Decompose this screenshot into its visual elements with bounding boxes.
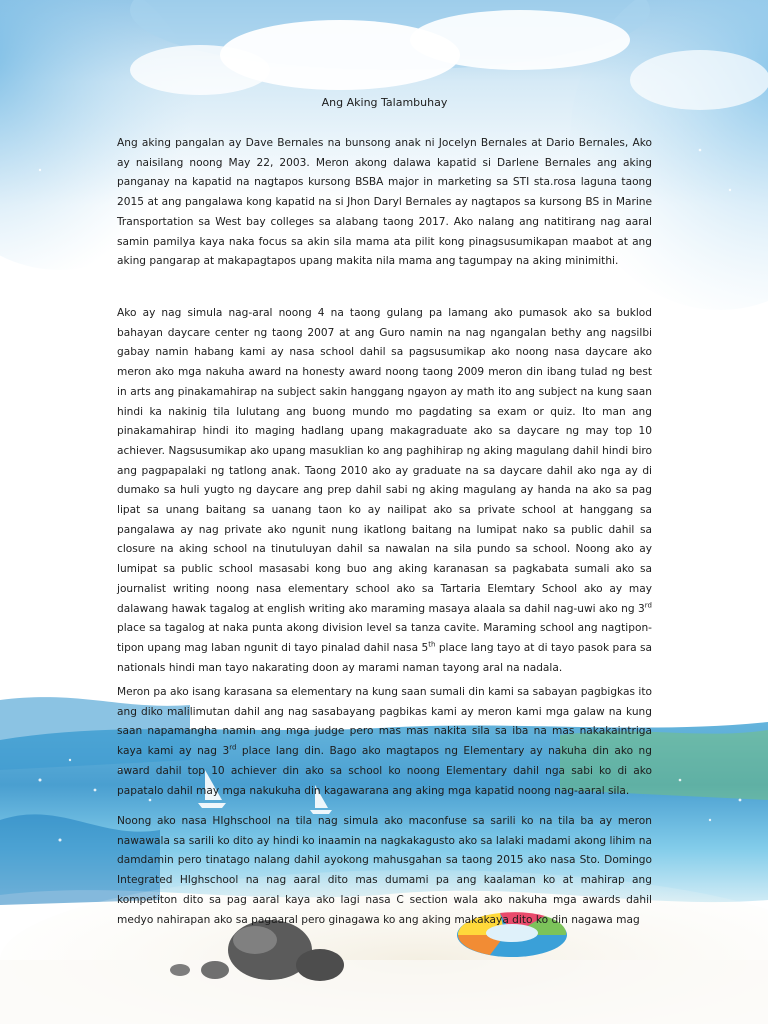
paragraph-3-text-b: place lang din. Bago ako magtapos ng Elementary ay nakuha din ako ng award dahil top 10 achiever din ako sa school ko noong Elementary dahil nga sabi ko di ako papatalo dahil may mga nakukuha din kagawarana ang aking mga kapatid noong nag-aaral sila. <box>117 745 652 797</box>
paragraph-3-text-a: Meron pa ako isang karasana sa elementary na kung saan sumali din kami sa sabayan pagbigkas ito ang diko malilimutan dahil ang nag sasabayang pagbikas kami ay meron kami mga galaw na kung saan napamangha namin ang mga judge pero mas mas nakita sila sa iba na mas nakakaintriga kaya kami ay nag 3 <box>117 686 652 758</box>
paragraph-3 <box>117 683 652 801</box>
paragraph-2 <box>117 304 652 678</box>
paragraph-2-text-b: place sa tagalog at naka punta akong division level sa tanza cavite. Maraming school ang nagtipon-tipon upang mag laban ngunit di tayo pinalad dahil nasa 5 <box>117 622 652 654</box>
paragraph-2-text-c: place lang tayo at di tayo pasok para sa nationals hindi man tayo nakarating doon ay marami naman tayong aral na nadala. <box>117 641 652 674</box>
paragraph-4: Noong ako nasa HIghschool na tila nag simula ako maconfuse sa sarili ko na tila ba ay meron nawawala sa sarili ko dito ay hindi ko inaamin na nagkakagusto ako sa lalaki madami akong lihim na damdamin pero tinatago nalang dahil ayokong mahusgahan sa taong 2015 ako nasa Sto. Domingo Integrated HIghschool na nag aaral dito mas dumami pa ang kaalaman ko at mahirap ang kompetiton dito sa pag aaral kaya ako lagi nasa C section wala ako nakuha mga awards dahil medyo nahirapan ako sa pagaaral pero ginagawa ko ang aking makakaya dito ko din nagawa mag <box>117 815 652 926</box>
paragraph-3-superscript: rd <box>229 743 237 752</box>
paragraph-2-text-a: Ako ay nag simula nag-aral noong 4 na taong gulang pa lamang ako pumasok ako sa buklod bahayan daycare center ng taong 2007 at ang Guro namin na nag ngangalan bethy ang nagsilbi gabay namin habang kami ay nasa school dahil sa pagsusumikap ako noong nasa daycare ako meron ako mga nakuha award na honesty award noong taong 2009 meron din ibang tulad ng best in arts ang pinakamahirap na subject sakin hanggang ngayon ay math ito ang subject na kung saan hindi ka nakinig tila lulutang ang buong mundo mo pagdating sa exam or quiz. Ito man ang pinakamahirap hindi ito maging hadlang upang makagraduate ako sa daycare ng may top 10 achiever. Nagsusumikap ako upang masuklian ko ang paghihirap ng aking magulang dahil hindi biro ang pagpapalaki ng tatlong anak. Taong 2010 ako ay graduate na sa daycare dahil ako nga ay di dumako sa huli yugto ng daycare ang prep dahil sabi ng aking magulang ay handa na ako sa pag lipat sa unang baitang sa uanang taon ko ay nailipat ako sa private school at hanggang sa pangalawa ay nag private ako ngunit nung ikatlong baitang na lumipat nako sa public dahil sa closure na aking school na tinutuluyan dahil sa nawalan na sila pundo sa school. Noong ako ay lumipat sa public school masasabi kong buo ang aking karanasan sa pagkabata sumali ako sa journalist writing noong nasa elementary school ako sa Tartaria Elemtary School ako ay may dalawang hawak tagalog at english writing ako maraming masaya alaala sa dahil nag-uwi ako ng 3 <box>117 307 652 615</box>
document-title: Ang Aking Talambuhay <box>321 96 448 109</box>
paragraph-2-superscript-2: th <box>428 640 436 649</box>
paragraph-2-superscript-1: rd <box>644 601 652 610</box>
paragraph-1: Ang aking pangalan ay Dave Bernales na bunsong anak ni Jocelyn Bernales at Dario Bernales, Ako ay naisilang noong May 22, 2003. Meron akong dalawa kapatid si Darlene Bernales ang aking panganay na kapatid na nagtapos kursong BSBA major in marketing sa STI sta.rosa laguna taong 2015 at ang pangalawa kong kapatid na si Jhon Daryl Bernales ay nagtapos sa kursong BS in Marine Transportation sa West bay colleges sa alabang taong 2017. Ako nalang ang natitirang nag aaral samin pamilya kaya naka focus sa akin sila mama ata pilit kong pinagsusumikapan maabot at ang aking pangarap at makapagtapos upang makita nila mama ang tagumpay na aking minimithi. <box>117 137 652 268</box>
